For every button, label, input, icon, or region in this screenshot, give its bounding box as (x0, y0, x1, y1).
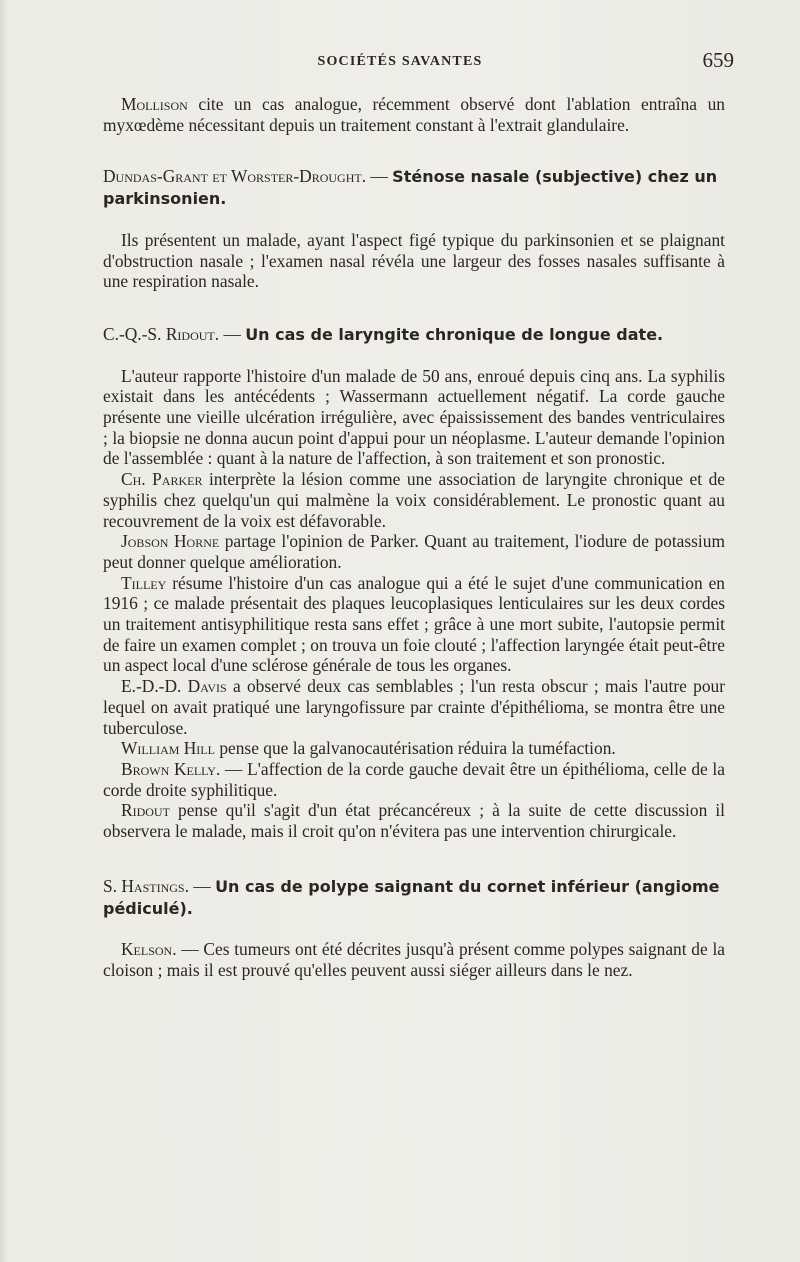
communication-stenose-nasale (103, 166, 725, 292)
author-name: Jobson Horne (121, 531, 220, 552)
paragraph-text: pense qu'il s'agit d'un état précancéreux ; à la suite de cette discussion il observera le malade, mais il croit qu'on n'évitera pas une intervention chirurgicale. (103, 800, 725, 842)
paragraph-text: cite un cas analogue, récemment observé dont l'ablation entraîna un myxœdème nécessitant depuis un traitement constant à l'extrait glandulaire. (103, 94, 725, 135)
paragraph-text: interprète la lésion comme une association de laryngite chronique et de syphilis chez quelqu'un qui malmène la voix considérablement. Le pronostic quant au recouvrement de la voix est défavorable. (103, 469, 725, 531)
paragraph-text: pense que la galvanocautérisation réduira la tuméfaction. (214, 738, 616, 759)
paragraph-ridout (103, 800, 725, 841)
dash: — (366, 166, 393, 187)
paragraph-brown-kelly (103, 759, 725, 800)
communication-title: Un cas de polype saignant du cornet inférieur (angiome pédiculé). (103, 876, 720, 918)
dash: — (188, 875, 216, 896)
paragraph-jobson-horne (103, 531, 725, 572)
page-header (0, 48, 800, 78)
author-name: William Hill (121, 738, 215, 759)
author-name: Kelson. (121, 939, 177, 960)
paragraph-text: partage l'opinion de Parker. Quant au traitement, l'iodure de potassium peut donner quelque amélioration. (103, 531, 725, 572)
paragraph-text: résume l'histoire d'un cas analogue qui a été le sujet d'une communication en 1916 ; ce malade présentait des plaques leucoplasiques lenticulaires sur les deux cordes un traitement antisyphilitique resta sans effet ; grâce à une mort subite, l'autopsie permit de faire un examen complet ; on trouva un foie clouté ; l'affection laryngée était peut-être un aspect local d'une sclérose générale de tous les organes. (103, 572, 725, 676)
author-name: Ch. Parker (121, 469, 203, 490)
dash: — (219, 323, 246, 344)
paragraph-parker (103, 469, 725, 531)
communication-heading (103, 166, 725, 209)
paragraph-william-hill (103, 738, 725, 759)
paragraph-tilley (103, 573, 725, 677)
communication-heading (103, 324, 725, 346)
paragraph: L'auteur rapporte l'histoire d'un malade de 50 ans, enroué depuis cinq ans. La syphilis existait dans les antécédents ; Wassermann actuellement négatif. La corde gauche présente une vieille ulcération irrégulière, avec épaississement des bandes ventriculaires ; la biopsie ne donna aucun point d'appui pour un néoplasme. L'auteur demande l'opinion de l'assemblée : quant à la nature de l'affection, à son traitement et son pronostic. (103, 365, 725, 469)
communication-heading (103, 876, 725, 919)
author-initials: C.-Q.-S. (103, 323, 166, 344)
paragraph-text: a observé deux cas semblables ; l'un resta obscur ; mais l'autre pour lequel on avait pratiqué une laryngofissure par crainte d'épithélioma, se montra être une tuberculose. (103, 676, 726, 738)
author-name: Hastings. (121, 875, 189, 896)
paragraph-mollison (103, 94, 725, 135)
paragraph-text: — Ces tumeurs ont été décrites jusqu'à présent comme polypes saignant de la cloison ; mais il est prouvé qu'elles peuvent aussi siéger ailleurs dans le nez. (103, 939, 725, 980)
communication-polype-saignant (103, 876, 725, 981)
page-number: 659 (702, 48, 734, 72)
author-name: Brown Kelly. (121, 758, 221, 779)
running-title: SOCIÉTÉS SAVANTES (317, 54, 483, 69)
paragraph-davis (103, 676, 725, 738)
communication-laryngite (103, 324, 725, 842)
author-initials: S. (103, 875, 122, 896)
paragraph: Ils présentent un malade, ayant l'aspect figé typique du parkinsonien et se plaignant d'obstruction nasale ; l'examen nasal révéla une largeur des fosses nasales suffisante à une respiration nasale. (103, 229, 725, 292)
author-name: Ridout. (165, 323, 220, 344)
author-initials: E.-D.-D. (121, 676, 188, 697)
author-name: Ridout (121, 800, 170, 821)
author-name: Mollison (121, 94, 188, 114)
communication-title: Sténose nasale (subjective) chez un parkinsonien. (103, 167, 718, 209)
page-body (103, 94, 725, 981)
author-name: Dundas-Grant et Worster-Drought. (103, 166, 367, 187)
paragraph-text: — L'affection de la corde gauche devait être un épithélioma, celle de la corde droite syphilitique. (103, 758, 725, 800)
paragraph-kelson (103, 939, 725, 980)
communication-title: Un cas de laryngite chronique de longue date. (245, 324, 664, 344)
author-name: Tilley (121, 572, 167, 593)
author-name: Davis (187, 676, 227, 697)
